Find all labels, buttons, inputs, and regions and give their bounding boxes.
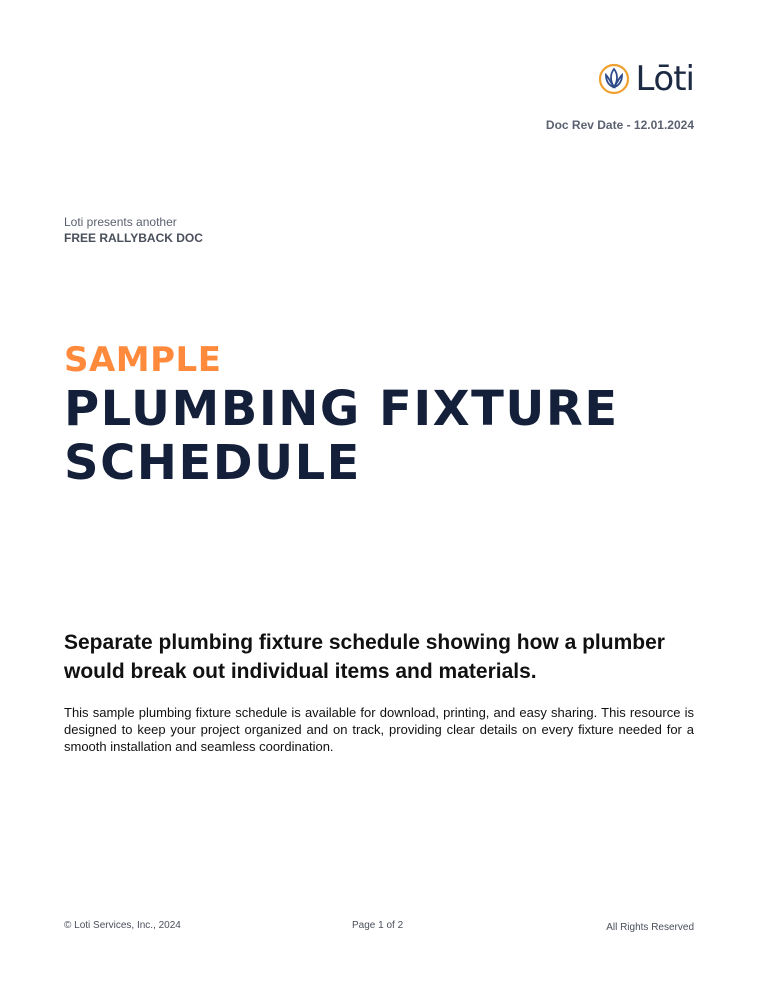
doc-rev-date: Doc Rev Date - 12.01.2024 xyxy=(545,118,694,132)
title-kicker: SAMPLE xyxy=(64,340,222,380)
footer-copyright: © Loti Services, Inc., 2024 xyxy=(64,920,181,931)
lotus-icon xyxy=(597,62,631,96)
footer-page-number: Page 1 of 2 xyxy=(352,920,404,931)
title-line-1: PLUMBING FIXTURE xyxy=(64,381,619,437)
loti-logo xyxy=(597,59,694,99)
title-line-2: SCHEDULE xyxy=(64,435,361,491)
intro-block xyxy=(64,214,203,246)
page-title xyxy=(64,382,704,490)
subheading: Separate plumbing fixture schedule showing how a plumber would break out individual items and materials. xyxy=(64,631,665,683)
intro-tagline: FREE RALLYBACK DOC xyxy=(64,231,203,245)
logo-wordmark: Lōti xyxy=(635,59,694,99)
intro-line: Loti presents another xyxy=(64,215,177,229)
title-block xyxy=(64,340,704,490)
footer-rights: All Rights Reserved xyxy=(606,922,694,933)
body-paragraph: This sample plumbing fixture schedule is available for download, printing, and easy sharing. This resource is designed to keep your project organized and on track, providing clear details on every fixture needed for a smooth installation and seamless coordination. xyxy=(64,705,694,754)
